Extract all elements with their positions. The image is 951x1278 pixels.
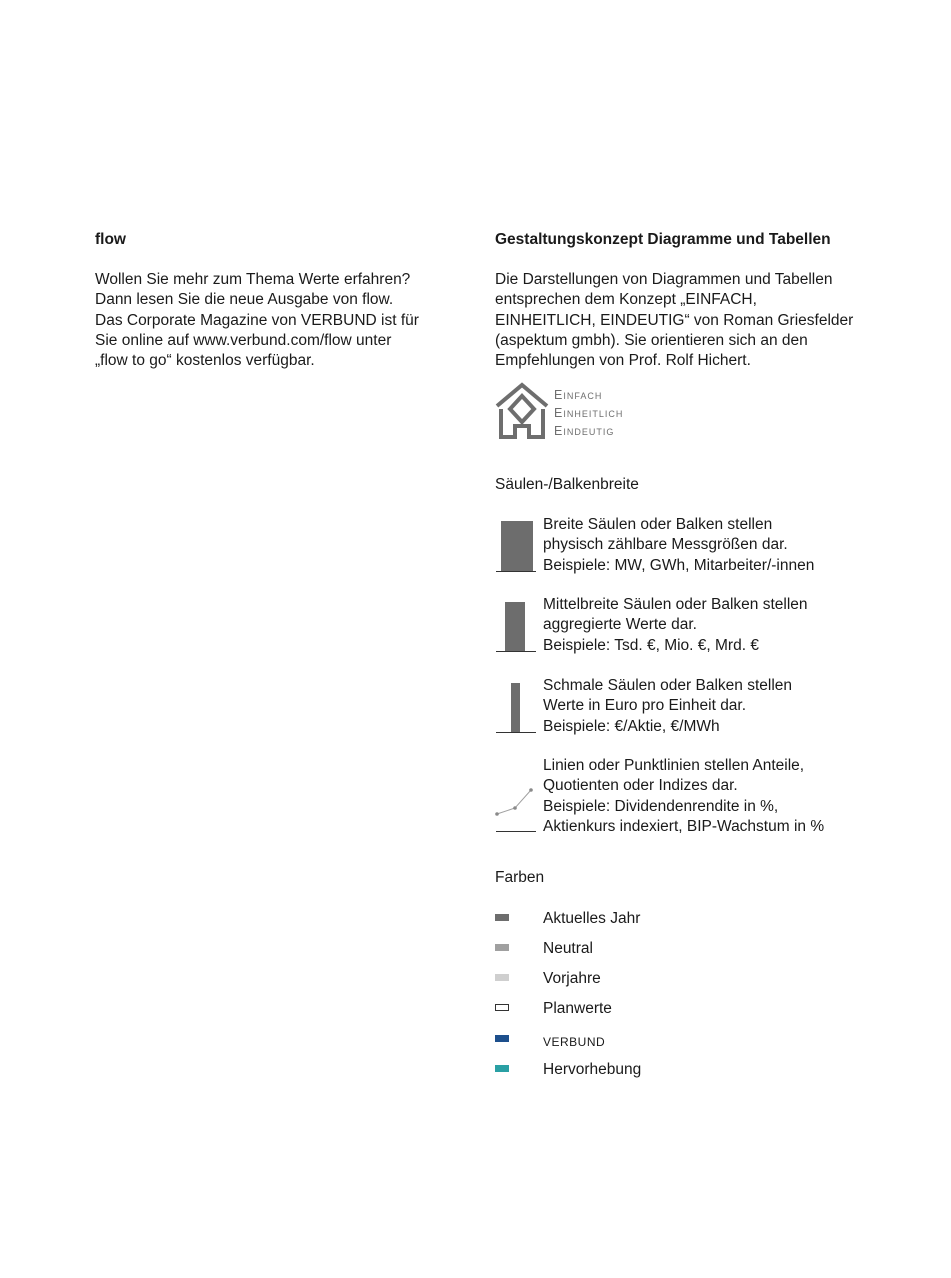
bar-width-text-wide: Breite Säulen oder Balken stellen physisch zählbare Messgrößen dar. Beispiele: MW, GWh, Mitarbeiter/-innen	[543, 516, 815, 574]
narrow-bar-icon	[511, 683, 520, 732]
medium-bar-icon	[505, 602, 525, 651]
color-label-planned: Planwerte	[543, 1000, 612, 1017]
color-item-neutral	[495, 939, 795, 959]
bar-width-item-narrow	[495, 676, 915, 736]
bar-width-item-wide	[495, 515, 915, 575]
einfach-einheitlich-eindeutig-logo	[495, 380, 655, 442]
color-item-verbund	[495, 1030, 795, 1050]
flow-heading: flow	[95, 231, 126, 248]
baseline-wide	[496, 571, 536, 572]
logo-line-eindeutig: Eindeutig	[554, 424, 615, 438]
swatch-verbund	[495, 1035, 509, 1042]
flow-section	[95, 230, 455, 371]
swatch-highlight	[495, 1065, 509, 1072]
house-diamond-logo-icon	[495, 380, 551, 442]
bar-width-text-narrow: Schmale Säulen oder Balken stellen Werte in Euro pro Einheit dar. Beispiele: €/Aktie, €/MWh	[543, 677, 793, 735]
color-label-previous-years: Vorjahre	[543, 970, 601, 987]
swatch-current-year	[495, 914, 509, 921]
flow-body: Wollen Sie mehr zum Thema Werte erfahren? Dann lesen Sie die neue Ausgabe von flow. Das Corporate Magazine von VERBUND ist für Sie online auf www.verbund.com/flow unter „flow to go“ kostenlos verfügbar.	[95, 271, 419, 370]
bar-width-item-line	[495, 756, 915, 836]
bar-width-text-line: Linien oder Punktlinien stellen Anteile, Quotienten oder Indizes dar. Beispiele: Dividendenrendite in %, Aktienkurs indexiert, BIP-Wachstum in %	[543, 757, 825, 835]
bar-width-text-medium: Mittelbreite Säulen oder Balken stellen aggregierte Werte dar. Beispiele: Tsd. €, Mio. €, Mrd. €	[543, 596, 808, 654]
color-label-verbund: VERBUND	[543, 1035, 606, 1049]
baseline-narrow	[496, 732, 536, 733]
bar-width-item-medium	[495, 595, 915, 655]
swatch-previous-years	[495, 974, 509, 981]
color-label-neutral: Neutral	[543, 940, 593, 957]
design-concept-section	[495, 230, 915, 1078]
bar-width-title: Säulen-/Balkenbreite	[495, 476, 639, 493]
wide-bar-icon	[501, 521, 533, 571]
logo-line-einfach: Einfach	[554, 388, 603, 402]
color-item-planned	[495, 999, 795, 1019]
swatch-planned	[495, 1004, 509, 1011]
baseline-medium	[496, 651, 536, 652]
design-concept-body: Die Darstellungen von Diagrammen und Tabellen entsprechen dem Konzept „EINFACH, EINHEITLICH, EINDEUTIG“ von Roman Griesfelder (aspektum gmbh). Sie orientieren sich an den Empfehlungen von Prof. Rolf Hichert.	[495, 271, 854, 370]
color-label-highlight: Hervorhebung	[543, 1061, 642, 1078]
color-item-current-year	[495, 909, 795, 929]
color-label-current-year: Aktuelles Jahr	[543, 910, 641, 927]
dotted-line-icon	[495, 786, 539, 826]
color-item-previous-years	[495, 969, 795, 989]
colors-title: Farben	[495, 869, 545, 886]
baseline-line	[496, 831, 536, 832]
logo-wordmark	[554, 386, 623, 440]
design-concept-heading: Gestaltungskonzept Diagramme und Tabellen	[495, 231, 831, 248]
color-item-highlight	[495, 1060, 795, 1080]
logo-line-einheitlich: Einheitlich	[554, 406, 624, 420]
swatch-neutral	[495, 944, 509, 951]
